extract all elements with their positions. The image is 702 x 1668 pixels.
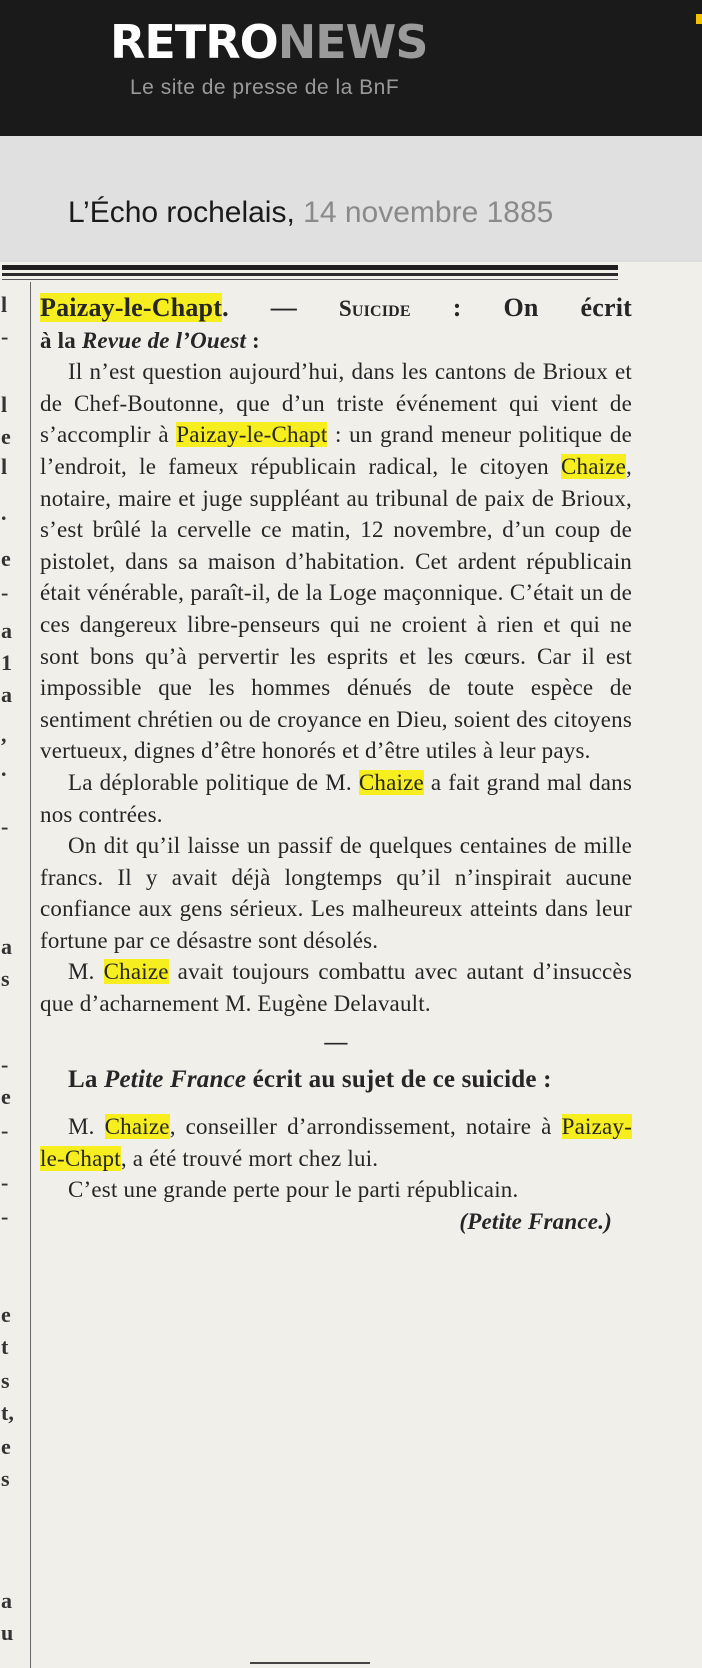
p1-name-highlight: Chaize — [560, 453, 627, 479]
paragraph-6 — [40, 1111, 632, 1174]
top-rule-medium — [2, 273, 618, 276]
margin-fragment: , — [1, 722, 7, 747]
p6-name-highlight: Chaize — [104, 1114, 170, 1140]
p4-name-highlight: Chaize — [103, 959, 169, 985]
p6-text-b: , conseiller d’arrondissement, notaire à — [169, 1114, 562, 1140]
margin-fragment: a — [1, 1588, 12, 1613]
logo-news: NEWS — [277, 15, 428, 69]
section-separator: — — [324, 1028, 348, 1054]
p5-text-b: écrit au sujet de ce suicide : — [246, 1066, 552, 1094]
p7-text: C’est une grande perte pour le parti républicain. — [68, 1177, 519, 1203]
margin-fragment: - — [1, 1204, 9, 1229]
margin-fragment: - — [1, 580, 9, 605]
margin-fragment: u — [1, 1620, 14, 1645]
article-column — [40, 292, 632, 1238]
p4-text-a: M. — [68, 959, 104, 985]
p6-place-highlight: Paizay-le-Chapt — [40, 1114, 632, 1171]
p1-text-a: Il n’est question aujourd’hui, dans les cantons de Brioux et de Chef-Boutonne, que d’un triste événement qui vient de s’accomplir à — [40, 359, 632, 448]
margin-fragment: l — [1, 454, 8, 479]
lead-rest: : On écrit — [410, 293, 632, 322]
margin-fragment: . — [1, 756, 7, 781]
column-divider — [30, 282, 31, 1668]
p5-source: Petite France — [104, 1066, 247, 1094]
paragraph-gap — [40, 1097, 632, 1111]
newspaper-name: L’Écho rochelais, — [68, 196, 295, 229]
paragraph-5 — [40, 1063, 632, 1097]
lead-separator: . — — [222, 293, 339, 322]
margin-fragment: s — [1, 1466, 10, 1491]
p4-text-b: avait toujours combattu avec autant d’insuccès que d’acharnement M. Eugène Delavault. — [40, 959, 632, 1017]
p2-text-a: La déplorable politique de M. — [68, 769, 359, 795]
margin-fragment: e — [1, 1084, 11, 1109]
bottom-rule — [250, 1662, 370, 1664]
paragraph-2 — [40, 767, 632, 830]
margin-fragment: l — [1, 392, 8, 417]
margin-fragment: - — [1, 324, 9, 349]
margin-fragment: s — [1, 966, 10, 991]
retronews-logo[interactable] — [110, 14, 428, 70]
margin-fragment: l — [1, 292, 8, 317]
top-rule-thick — [2, 265, 618, 270]
accent-mark — [696, 14, 702, 24]
p1-text-c: , notaire, maire et juge suppléant au tribunal de paix de Brioux, s’est brûlé la cervelle ce matin, 12 novembre, d’un coup de pistolet, dans sa maison d’habitation. Cet ardent républicain était vénérable, paraît-il, de la Loge maçonnique. C’était un de ces dangereux libre-penseurs qui ne croient à rien et qui ne sont bons qu’à pervertir les esprits et les cœurs. Car il est impossible que les hommes dénués de toute espèce de sentiment chrétien ou de croyance en Dieu, soient des citoyens vertueux, dignes d’être honorés et d’être utiles à leur pays. — [40, 453, 632, 764]
margin-fragment: a — [1, 618, 12, 643]
logo-retro: RETRO — [110, 15, 278, 69]
margin-fragment: - — [1, 1052, 9, 1077]
margin-fragment: - — [1, 814, 9, 839]
margin-fragment: s — [1, 1368, 10, 1393]
margin-fragment: e — [1, 424, 11, 449]
margin-fragment: - — [1, 1118, 9, 1143]
paragraph-7 — [40, 1174, 632, 1206]
margin-fragment: a — [1, 934, 12, 959]
p6-text-a: M. — [68, 1114, 105, 1140]
paragraph-1 — [40, 356, 632, 767]
site-tagline: Le site de presse de la BnF — [130, 76, 400, 99]
margin-fragment: 1 — [1, 650, 12, 675]
source-name: Revue de l’Ouest — [81, 327, 247, 353]
article-signature: (Petite France.) — [459, 1209, 612, 1235]
p2-name-highlight: Chaize — [358, 769, 424, 795]
top-rule-thin — [2, 279, 618, 280]
clipping-caption — [68, 196, 553, 230]
p6-text-c: , a été trouvé mort chez lui. — [120, 1145, 379, 1171]
margin-fragment: . — [1, 500, 7, 525]
source-post: : — [246, 327, 260, 353]
margin-fragment: t — [1, 1334, 9, 1359]
margin-fragment: t, — [1, 1400, 14, 1425]
lead-place-highlight: Paizay-le-Chapt — [40, 293, 223, 322]
lead-section: Suicide — [338, 296, 411, 321]
article-lead — [40, 292, 632, 325]
publication-date: 14 novembre 1885 — [303, 196, 554, 229]
p1-text-b: : un grand meneur politique de l’endroit, le fameux républicain radical, le citoyen — [40, 422, 633, 479]
source-pre: à la — [40, 327, 82, 353]
p2-text-b: a fait grand mal dans nos contrées. — [40, 769, 632, 827]
margin-fragment: a — [1, 682, 12, 707]
paragraph-4 — [40, 956, 632, 1019]
margin-fragment: e — [1, 1302, 11, 1327]
article-signature-line — [40, 1206, 632, 1238]
article-source-line — [40, 325, 632, 357]
margin-fragment: e — [1, 1434, 11, 1459]
p1-place-highlight: Paizay-le-Chapt — [176, 422, 328, 448]
margin-fragment: e — [1, 546, 11, 571]
site-header — [0, 0, 702, 136]
paragraph-3: On dit qu’il laisse un passif de quelques centaines de mille francs. Il y avait déjà longtemps qu’il n’inspirait aucune confiance aux gens sérieux. Les malheureux atteints dans leur fortune par ce désastre sont désolés. — [40, 833, 632, 953]
p5-text-a: La — [68, 1066, 105, 1094]
margin-fragment: - — [1, 1170, 9, 1195]
newspaper-scan — [0, 262, 702, 1668]
